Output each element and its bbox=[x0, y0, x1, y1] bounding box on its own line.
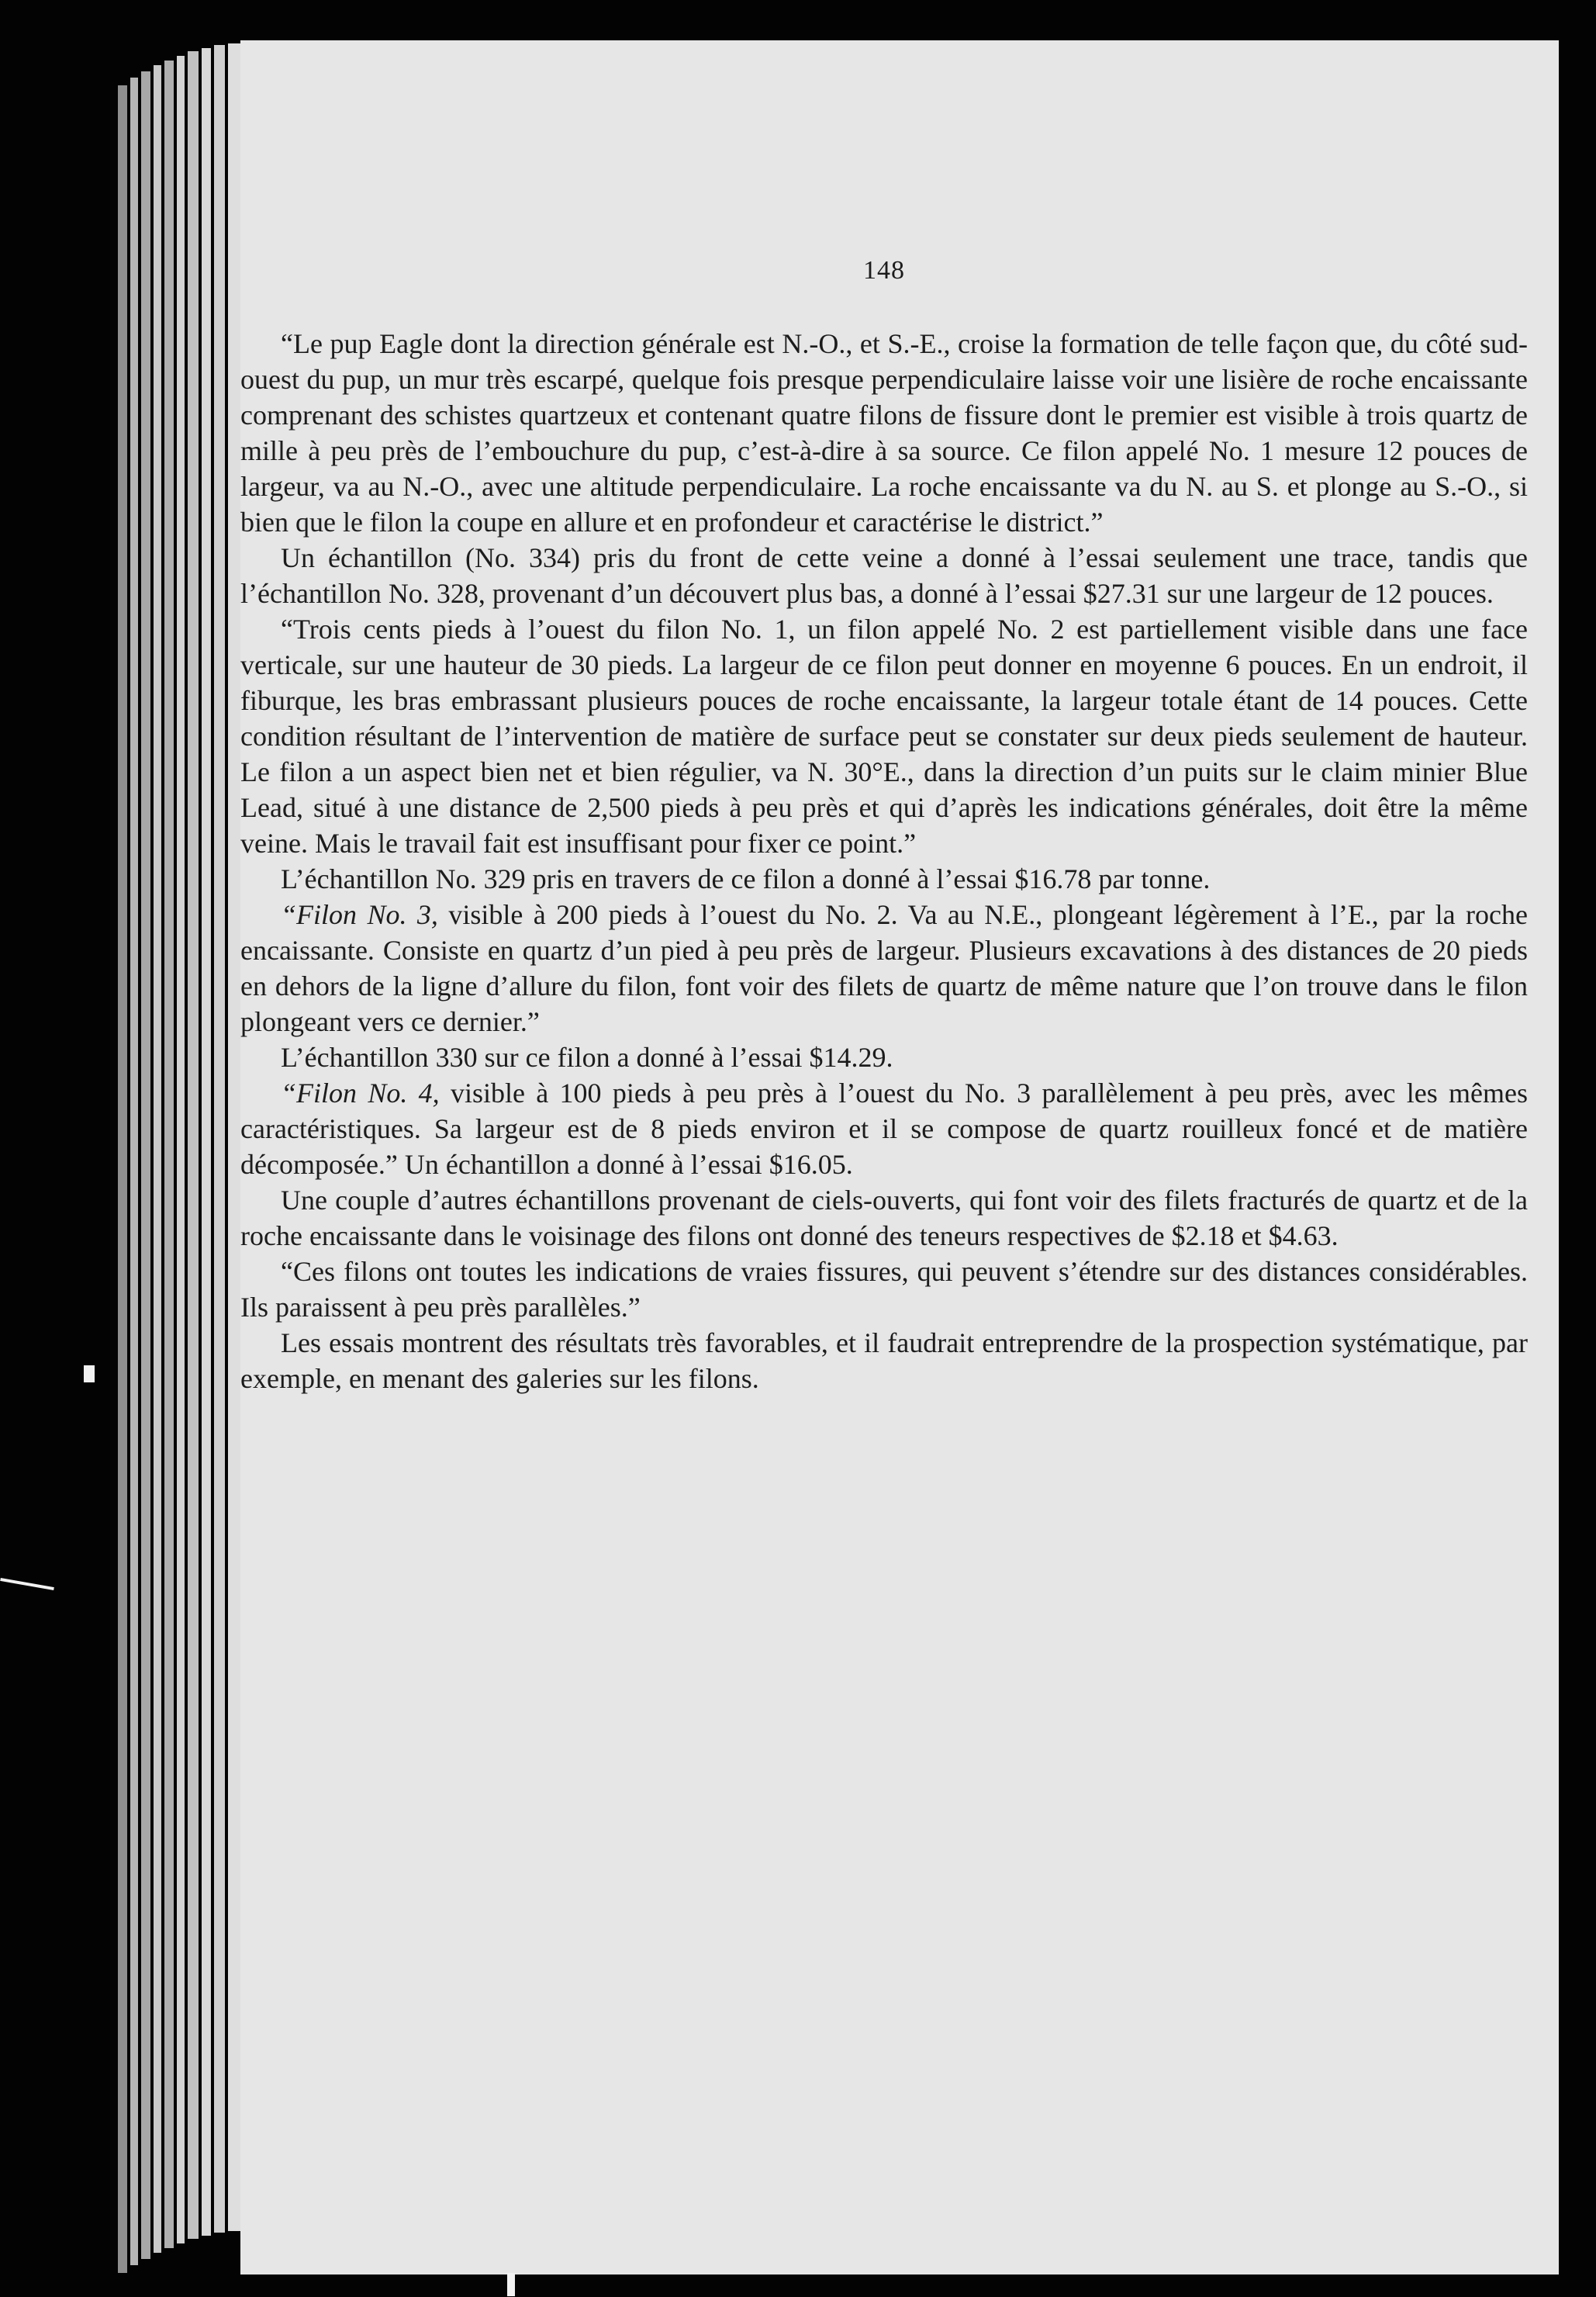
page-edge bbox=[164, 61, 174, 2248]
scan-speck bbox=[84, 1365, 95, 1382]
paragraph: “Trois cents pieds à l’ouest du filon No. 1, un filon appelé No. 2 est partiellement visible dans une face verticale, sur une hauteur de 30 pieds. La largeur de ce filon peut donner en moyenne 6 pouces. En un endroit, il fiburque, les bras embrassant plusieurs pouces de roche encaissante, la largeur totale étant de 14 pouces. Cette condition résultant de l’intervention de matière de surface peut se constater sur deux pieds seulement de hauteur. Le filon a un aspect bien net et bien régulier, va N. 30°E., dans la direction d’un puits sur le claim minier Blue Lead, situé à une distance de 2,500 pieds à peu près et qui d’après les indications générales, doit être la même veine. Mais le travail fait est insuffisant pour fixer ce point.” bbox=[240, 614, 1528, 859]
paragraph: L’échantillon 330 sur ce filon a donné à l’essai $14.29. bbox=[281, 1042, 893, 1073]
paragraph: “Filon No. 4, visible à 100 pieds à peu près à l’ouest du No. 3 parallèlement à peu près, avec les mêmes caractéristiques. Sa largeur est de 8 pieds environ et il se compose de quartz rouilleux foncé et de matière décomposée.” Un échantillon a donné à l’essai $16.05. bbox=[240, 1078, 1528, 1180]
filon-heading: “Filon No. 4, bbox=[281, 1078, 440, 1109]
paragraph: Les essais montrent des résultats très favorables, et il faudrait entreprendre de la prospection systématique, par exemple, en menant des galeries sur les filons. bbox=[240, 1327, 1528, 1394]
page-edge bbox=[154, 65, 161, 2253]
paragraph: Une couple d’autres échantillons provenant de ciels-ouverts, qui font voir des filets fracturés de quartz et de la roche encaissante dans le voisinage des filons ont donné des teneurs respectives de $2.18 et $4.63. bbox=[240, 1185, 1528, 1251]
scan-speck bbox=[0, 1578, 54, 1590]
page-edge bbox=[177, 56, 185, 2243]
page-edge bbox=[214, 45, 225, 2233]
paragraph: “Filon No. 3, visible à 200 pieds à l’ouest du No. 2. Va au N.E., plongeant légèrement à l’E., par la roche encaissante. Consiste en quartz d’un pied à peu près de largeur. Plusieurs excavations à des distances de 20 pieds en dehors de la ligne d’allure du filon, font voir des filets de quartz de même nature que l’on trouve dans le filon plongeant vers ce dernier.” bbox=[240, 899, 1528, 1037]
paragraph: “Le pup Eagle dont la direction générale est N.-O., et S.-E., croise la formation de telle façon que, du côté sud-ouest du pup, un mur très escarpé, quelque fois presque perpendiculaire laisse voir une lisière de roche encaissante comprenant des schistes quartzeux et contenant quatre filons de fissure dont le premier est visible à trois quartz de mille à peu près de l’embouchure du pup, c’est-à-dire à sa source. Ce filon appelé No. 1 mesure 12 pouces de largeur, va au N.-O., avec une altitude perpendiculaire. La roche encaissante va du N. au S. et plonge au S.-O., si bien que le filon la coupe en allure et en profondeur et caractérise le district.” bbox=[240, 328, 1528, 538]
page-number: 148 bbox=[863, 256, 905, 285]
page-edge bbox=[141, 71, 150, 2259]
page-edge bbox=[228, 43, 240, 2231]
page-edge bbox=[118, 85, 127, 2273]
page-edge bbox=[202, 48, 211, 2236]
page-edge bbox=[188, 51, 199, 2239]
paragraph: “Ces filons ont toutes les indications de vraies fissures, qui peuvent s’étendre sur des distances considérables. Ils paraissent à peu près parallèles.” bbox=[240, 1256, 1528, 1323]
filon-heading: “Filon No. 3, bbox=[281, 899, 438, 930]
scan-speck bbox=[507, 2273, 515, 2296]
page-body bbox=[240, 326, 1528, 1396]
paragraph: L’échantillon No. 329 pris en travers de ce filon a donné à l’essai $16.78 par tonne. bbox=[281, 863, 1211, 894]
page-edge bbox=[130, 78, 138, 2265]
paragraph: Un échantillon (No. 334) pris du front de cette veine a donné à l’essai seulement une trace, tandis que l’échantillon No. 328, provenant d’un découvert plus bas, a donné à l’essai $27.31 sur une largeur de 12 pouces. bbox=[240, 542, 1528, 609]
